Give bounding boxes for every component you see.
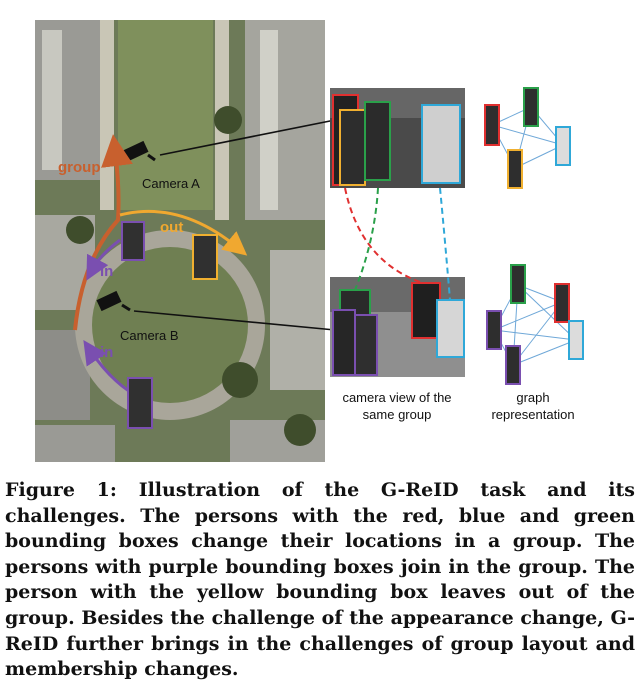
- map-person-yellow: [193, 235, 217, 279]
- camera-b-label: Camera B: [120, 328, 179, 343]
- camera-view-caption-1: camera view of the: [342, 390, 452, 405]
- figure-caption-label: Figure 1:: [5, 479, 117, 501]
- graph-caption-1: graph: [516, 390, 550, 405]
- graph-b: [487, 265, 583, 384]
- graph-caption-2: representation: [491, 407, 575, 422]
- in-label-2: in: [100, 344, 114, 361]
- figure-caption-text: Illustration of the G-ReID task and its challenges. The persons with the red, blue and green bounding boxes change their locations in a group. The persons with purple bounding boxes join in the group. The person with the yellow bounding box leaves out of the group. Besides the challenge of the appearance change, G-ReID further brings in the challenges of group layout and membership changes.: [5, 479, 635, 681]
- map-person-purple-2: [128, 378, 152, 428]
- figure-caption: [5, 478, 635, 683]
- map-person-purple-1: [122, 222, 144, 260]
- camera-view-caption-2: same group: [362, 407, 432, 422]
- camera-b-view: [330, 277, 465, 377]
- camera-a-view: [330, 88, 465, 188]
- out-label: out: [160, 219, 184, 236]
- aerial-map: [35, 20, 325, 462]
- graph-a: [485, 88, 570, 188]
- in-label-1: in: [100, 263, 114, 280]
- group-label: group: [58, 159, 101, 176]
- match-red: [345, 188, 420, 282]
- camera-a-label: Camera A: [142, 176, 200, 191]
- match-green: [355, 188, 378, 290]
